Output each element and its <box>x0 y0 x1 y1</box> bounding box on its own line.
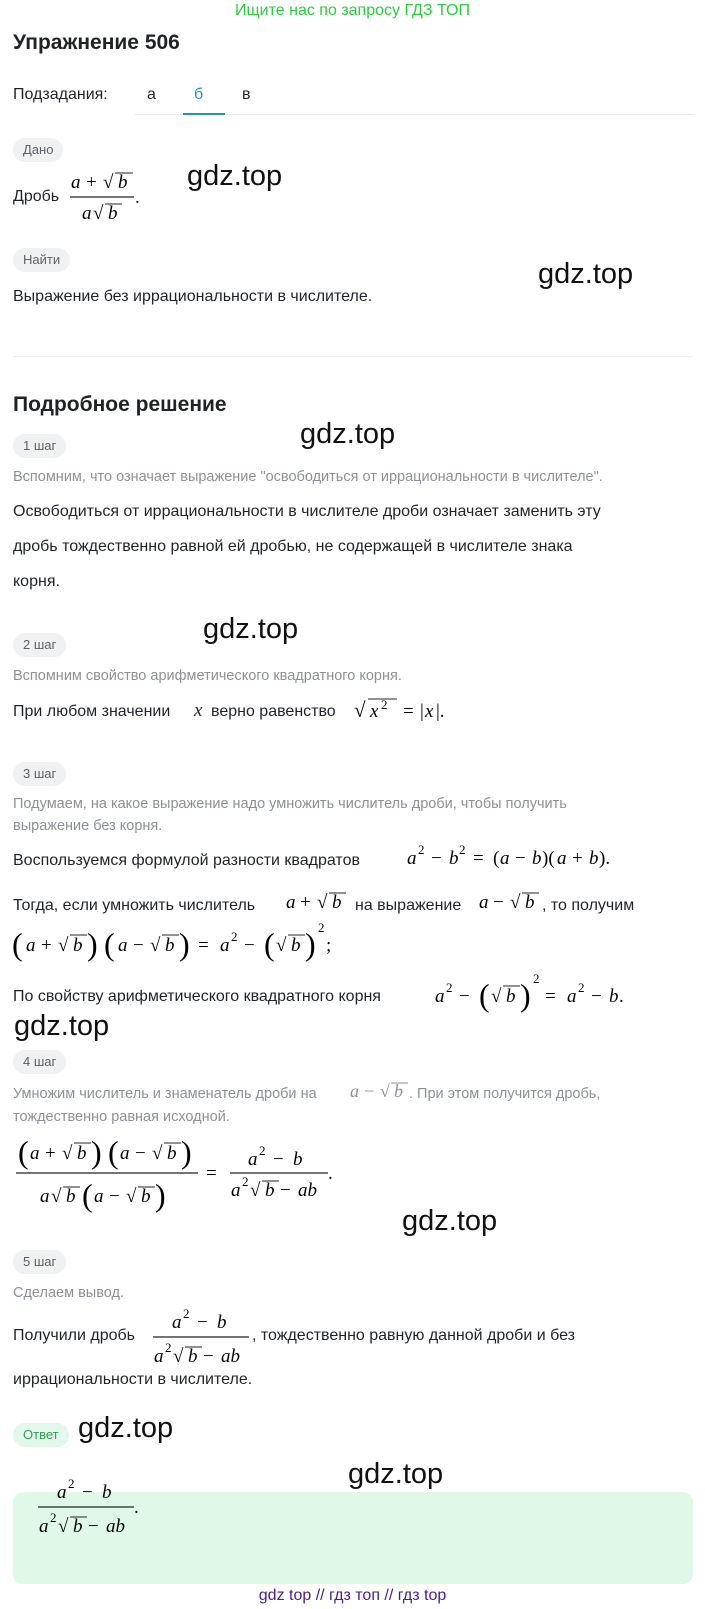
svg-text:√: √ <box>93 203 104 224</box>
svg-text:(: ( <box>264 926 275 962</box>
svg-text:b: b <box>102 1482 112 1503</box>
svg-text:): ) <box>520 977 531 1013</box>
svg-text:2: 2 <box>318 920 325 935</box>
svg-text:+: + <box>86 172 97 193</box>
svg-text:b: b <box>449 848 459 869</box>
svg-text:=: = <box>403 701 414 722</box>
svg-text:√: √ <box>126 1186 137 1207</box>
svg-text:b: b <box>77 1143 87 1164</box>
svg-text:b: b <box>108 203 118 224</box>
svg-text:2: 2 <box>459 842 466 857</box>
footer-links[interactable]: gdz top // гдз топ // гдз top <box>258 1587 447 1604</box>
svg-text:a: a <box>30 1143 40 1164</box>
svg-text:b: b <box>265 1180 275 1201</box>
step-1-hint: Вспомним, что означает выражение "освободиться от иррациональности в числителе". <box>13 469 603 485</box>
given-fraction <box>68 166 148 228</box>
svg-text:ab: ab <box>106 1516 125 1537</box>
svg-text:b: b <box>165 935 175 956</box>
svg-text:√: √ <box>380 1081 390 1101</box>
svg-text:a: a <box>479 892 489 913</box>
step-1-line-2: дробь тождественно равной ей дробью, не содержащей в числителе знака <box>13 538 573 555</box>
svg-text:√: √ <box>317 892 328 913</box>
svg-text:(: ( <box>82 1177 93 1213</box>
svg-text:): ) <box>91 1134 102 1170</box>
svg-text:): ) <box>87 926 98 962</box>
svg-text:√: √ <box>58 1516 69 1537</box>
svg-text:2: 2 <box>183 1306 190 1321</box>
svg-text:|.: |. <box>436 701 445 722</box>
svg-text:(: ( <box>18 1134 29 1170</box>
svg-text:b: b <box>589 848 599 869</box>
step-4-hint-2: тождественно равная исходной. <box>13 1109 230 1125</box>
svg-text:b: b <box>293 1149 303 1170</box>
svg-text:(: ( <box>104 926 115 962</box>
svg-text:)(: )( <box>542 848 555 869</box>
svg-text:√: √ <box>250 1180 261 1201</box>
svg-text:): ) <box>155 1177 166 1213</box>
svg-text:.: . <box>619 986 624 1007</box>
watermark-1: gdz.top <box>187 160 283 192</box>
svg-text:2: 2 <box>242 1174 249 1189</box>
svg-text:.: . <box>134 1497 139 1518</box>
svg-text:=: = <box>545 986 556 1007</box>
answer-chip: Ответ <box>13 1423 69 1447</box>
svg-text:a: a <box>172 1312 182 1333</box>
svg-text:√: √ <box>491 986 502 1007</box>
svg-text:−: − <box>273 1149 284 1170</box>
svg-text:).: ). <box>599 848 611 869</box>
svg-text:2: 2 <box>50 1510 57 1525</box>
svg-text:=: = <box>473 848 484 869</box>
svg-text:2: 2 <box>446 980 453 995</box>
svg-text:−: − <box>515 848 526 869</box>
svg-text:−: − <box>109 1186 120 1207</box>
svg-text:a: a <box>26 935 36 956</box>
page-title: Упражнение 506 <box>13 31 180 54</box>
svg-text:+: + <box>45 1143 56 1164</box>
svg-text:b: b <box>532 848 542 869</box>
svg-text:a: a <box>567 986 577 1007</box>
step-2-var: x <box>194 700 203 721</box>
svg-text:a: a <box>40 1186 50 1207</box>
svg-text:−: − <box>591 986 602 1007</box>
svg-text:√: √ <box>51 1186 62 1207</box>
svg-text:b: b <box>73 1516 83 1537</box>
svg-text:x: x <box>425 701 434 722</box>
step-4-hint-expr <box>348 1076 412 1104</box>
watermark-4: gdz.top <box>203 613 299 645</box>
watermark-5: gdz.top <box>14 1010 110 1042</box>
step-4-chip: 4 шаг <box>13 1050 66 1074</box>
svg-text:): ) <box>179 926 190 962</box>
step-4-hint-1a: Умножим числитель и знаменатель дроби на <box>13 1086 317 1102</box>
svg-text:a: a <box>220 935 230 956</box>
svg-text:a: a <box>57 1482 67 1503</box>
svg-text:a: a <box>82 203 92 224</box>
svg-text:x: x <box>370 701 379 722</box>
watermark-3: gdz.top <box>300 418 396 450</box>
step-3-formula-3 <box>433 970 643 1018</box>
svg-text:b: b <box>141 1186 151 1207</box>
svg-text:√: √ <box>354 698 366 722</box>
svg-text:2: 2 <box>578 980 585 995</box>
svg-text:.: . <box>328 1163 333 1184</box>
svg-text:a: a <box>120 1143 130 1164</box>
svg-text:a: a <box>39 1516 49 1537</box>
section-divider <box>13 356 693 357</box>
svg-text:b: b <box>506 986 516 1007</box>
svg-text:b: b <box>66 1186 76 1207</box>
svg-text:+: + <box>41 935 52 956</box>
step-1-line-3: корня. <box>13 573 60 590</box>
svg-text:+: + <box>300 892 311 913</box>
step-3-line-3: По свойству арифметического квадратного корня <box>13 988 381 1005</box>
step-5-chip: 5 шаг <box>13 1250 66 1274</box>
svg-text:√: √ <box>62 1143 73 1164</box>
svg-text:√: √ <box>152 1143 163 1164</box>
svg-text:−: − <box>364 1081 375 1101</box>
svg-text:.: . <box>135 187 140 208</box>
subtasks-label: Подзадания: <box>13 86 108 103</box>
svg-text:(: ( <box>479 977 490 1013</box>
svg-text:a: a <box>500 848 510 869</box>
svg-text:(: ( <box>12 926 23 962</box>
svg-text:b: b <box>609 986 619 1007</box>
svg-text:2: 2 <box>381 697 388 712</box>
svg-text:2: 2 <box>68 1477 75 1491</box>
svg-text:2: 2 <box>259 1143 266 1158</box>
step-3-chip: 3 шаг <box>13 762 66 786</box>
step-4-formula <box>12 1130 342 1222</box>
svg-text:): ) <box>305 926 316 962</box>
svg-text:−: − <box>203 1346 214 1367</box>
step-1-line-1: Освободиться от иррациональности в числителе дроби означает заменить эту <box>13 503 601 520</box>
watermark-8: gdz.top <box>348 1458 444 1490</box>
svg-text:;: ; <box>326 935 332 956</box>
svg-text:√: √ <box>103 172 114 193</box>
svg-text:√: √ <box>173 1346 184 1367</box>
svg-text:a: a <box>407 848 417 869</box>
step-3-line-2-a: Тогда, если умножить числитель <box>13 897 256 914</box>
step-3-line-2-b: на выражение <box>355 897 462 914</box>
step-2-chip: 2 шаг <box>13 633 66 657</box>
svg-text:=: = <box>206 1163 217 1184</box>
svg-text:a: a <box>435 986 445 1007</box>
find-chip: Найти <box>13 248 70 272</box>
svg-text:−: − <box>135 1143 146 1164</box>
step-2-text-b: верно равенство <box>211 703 336 720</box>
step-3-hint-1: Подумаем, на какое выражение надо умножить числитель дроби, чтобы получить <box>13 796 567 812</box>
svg-text:−: − <box>431 848 442 869</box>
solution-title: Подробное решение <box>13 393 227 416</box>
svg-text:b: b <box>332 892 342 913</box>
step-4-hint-1b: . При этом получится дробь, <box>409 1086 601 1102</box>
step-5-hint: Сделаем вывод. <box>13 1285 125 1301</box>
subtask-tab-b[interactable]: б <box>194 86 204 103</box>
subtask-tab-v[interactable]: в <box>242 86 251 103</box>
step-5-line-1-b: , тождественно равную данной дроби и без <box>252 1327 575 1344</box>
svg-text:b: b <box>394 1081 403 1101</box>
svg-text:√: √ <box>510 892 521 913</box>
svg-text:2: 2 <box>165 1340 172 1355</box>
find-text: Выражение без иррациональности в числителе. <box>13 288 373 305</box>
answer-formula <box>35 1477 145 1539</box>
svg-text:ab: ab <box>221 1346 240 1367</box>
svg-text:+: + <box>572 848 583 869</box>
svg-text:√: √ <box>58 935 69 956</box>
svg-text:b: b <box>118 172 128 193</box>
svg-text:−: − <box>244 935 255 956</box>
svg-text:2: 2 <box>418 842 425 857</box>
watermark-7: gdz.top <box>78 1412 174 1444</box>
step-3-formula-1 <box>405 840 635 872</box>
svg-text:ab: ab <box>298 1180 317 1201</box>
top-banner[interactable]: Ищите нас по запросу ГДЗ ТОП <box>235 2 470 19</box>
svg-text:−: − <box>493 892 504 913</box>
step-2-hint: Вспомним свойство арифметического квадратного корня. <box>13 668 402 684</box>
svg-text:b: b <box>167 1143 177 1164</box>
svg-text:(: ( <box>108 1134 119 1170</box>
step-2-text-a: При любом значении <box>13 703 171 720</box>
step-1-chip: 1 шаг <box>13 434 66 458</box>
step-3-hint-2: выражение без корня. <box>13 818 163 834</box>
svg-text:√: √ <box>276 935 287 956</box>
given-chip: Дано <box>13 138 63 162</box>
svg-text:): ) <box>181 1134 192 1170</box>
svg-text:(: ( <box>493 848 500 869</box>
step-3-expr-2 <box>477 886 547 916</box>
svg-text:a: a <box>286 892 296 913</box>
svg-text:2: 2 <box>533 971 540 986</box>
subtask-tab-a[interactable]: а <box>147 86 156 103</box>
svg-text:a: a <box>94 1186 104 1207</box>
svg-text:−: − <box>280 1180 291 1201</box>
svg-text:b: b <box>188 1346 198 1367</box>
svg-text:a: a <box>248 1149 258 1170</box>
watermark-6: gdz.top <box>402 1205 498 1237</box>
svg-text:=: = <box>198 935 209 956</box>
svg-text:b: b <box>525 892 535 913</box>
step-2-formula <box>354 693 454 725</box>
svg-text:b: b <box>217 1312 227 1333</box>
svg-text:a: a <box>350 1081 359 1101</box>
svg-text:a: a <box>557 848 567 869</box>
svg-text:a: a <box>118 935 128 956</box>
svg-text:−: − <box>88 1516 99 1537</box>
svg-text:2: 2 <box>231 929 238 944</box>
watermark-2: gdz.top <box>538 258 634 290</box>
step-3-expr-1 <box>284 886 354 916</box>
step-5-formula <box>150 1306 252 1370</box>
step-3-line-1: Воспользуемся формулой разности квадратов <box>13 852 360 869</box>
svg-text:a: a <box>231 1180 241 1201</box>
given-prefix: Дробь <box>13 188 60 205</box>
step-5-line-1-a: Получили дробь <box>13 1327 136 1344</box>
svg-text:−: − <box>133 935 144 956</box>
svg-text:b: b <box>291 935 301 956</box>
svg-text:−: − <box>197 1312 208 1333</box>
step-3-line-2-c: , то получим <box>542 897 635 914</box>
svg-text:−: − <box>82 1482 93 1503</box>
svg-text:b: b <box>73 935 83 956</box>
step-3-formula-2 <box>12 918 352 970</box>
step-5-line-2: иррациональности в числителе. <box>13 1371 253 1388</box>
svg-text:|: | <box>420 701 424 722</box>
active-tab-indicator <box>183 113 225 115</box>
svg-text:−: − <box>459 986 470 1007</box>
svg-text:√: √ <box>150 935 161 956</box>
svg-text:a: a <box>154 1346 164 1367</box>
svg-text:a: a <box>71 172 81 193</box>
